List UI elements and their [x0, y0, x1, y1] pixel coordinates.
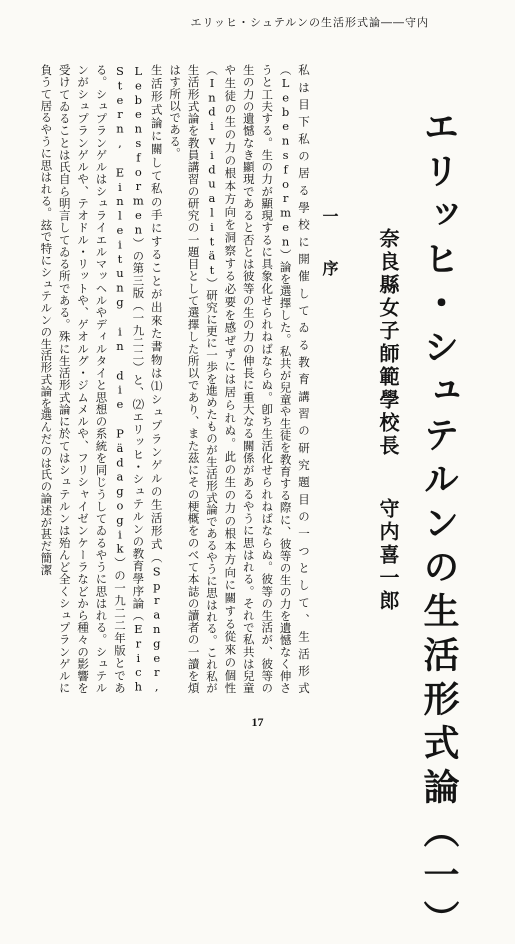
author-affiliation: 奈良縣女子師範學校長 [376, 228, 400, 458]
running-head: エリッヒ・シュテルンの生活形式論――守内 [190, 16, 429, 29]
author-name: 守内喜一郎 [376, 498, 400, 613]
author-byline [373, 228, 403, 613]
section-heading: 一 序 [320, 208, 339, 286]
article-title: エリッヒ・シュテルンの生活形式論（一） [418, 108, 460, 944]
page-number: 17 [251, 715, 264, 729]
body-text: 私は目下私の居る學校に開催してゐる教育講習の研究題目の一つとして、生活形式（Lebensformen）論を選擇した。私共が兒童や生徒を教育する際に、彼等の生の力を遺憾なく伸さうと工夫する。生の力が顯現するに具象化せられねばならぬ。卽ち生活化せられねばならぬ。彼等の生活が、彼等の生の力の遺憾なき顯現であると否とは彼等の生の力の伸長に重大なる關係があるやうに思はれる。それで私共は兒童や生徒の生の力の根本方向を洞察する必要を感ぜずには居られぬ。此の生の力の根本方向に關する從來の個性（Individualität）研究に更に一歩を進めたものが生活形式論であるやうに思はれる。これ私が生活形式論を教員講習の研究の一題目として選擇した所以であり、また茲にその梗概をのべて本誌の讀者の一讀を煩はす所以である。 生活形式論に關して私の手にすることが出來た書物は⑴シュプランゲルの生活形式（Spranger, Lebensformen）の第三版（一九二二）と、⑵エリッヒ・シュテルンの教育學序論（Erich Stern, Einleitung in die Pädagogik）の一九二二年版とである。シュプランゲルはシュライエルマッヘルやディルタイと思想の系統を同じうしてゐるやうに思はれる。シュテルンがシュプランゲルや、テオドル・リットや、ゲオルグ・ジムメルや、フリシャイゼンケーラなどから種々の影響を受けてゐることは氏自ら明言してゐる所である。殊に生活形式論に於てはシュテルンは殆んど全くシュプランゲルに負うて居るやうに思はれる。玆で特にシュテルンの生活形式論を選んだのは氏の論述が甚だ簡潔 [39, 64, 311, 694]
